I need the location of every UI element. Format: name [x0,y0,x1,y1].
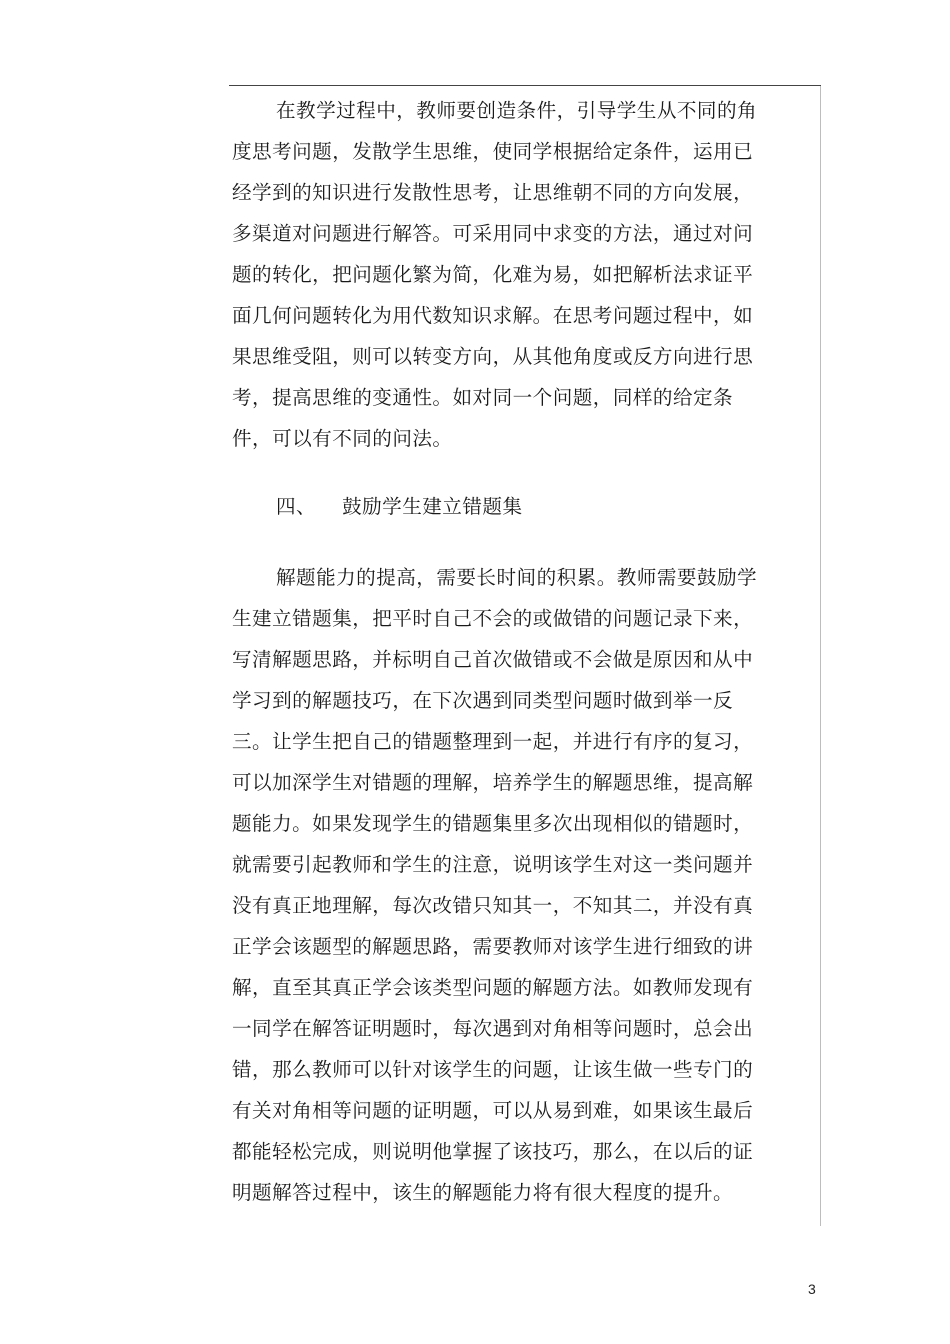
text-line: 果思维受阻，则可以转变方向，从其他角度或反方向进行思 [232,345,754,368]
text-line: 在教学过程中，教师要创造条件，引导学生从不同的角 [276,99,758,122]
text-line: 题能力。如果发现学生的错题集里多次出现相似的错题时， [232,812,754,835]
text-line: 解，直至其真正学会该类型问题的解题方法。如教师发现有 [232,976,754,999]
text-line: 件，可以有不同的问法。 [232,427,453,450]
text-line: 写清解题思路，并标明自己首次做错或不会做是原因和从中 [232,648,754,671]
page-number: 3 [808,1281,816,1297]
text-line: 度思考问题，发散学生思维，使同学根据给定条件，运用已 [232,140,754,163]
text-line: 错，那么教师可以针对该学生的问题，让该生做一些专门的 [232,1058,754,1081]
right-margin-rule [820,86,821,1226]
text-line: 多渠道对问题进行解答。可采用同中求变的方法，通过对问 [232,222,754,245]
paragraph-error-collection [232,557,772,1213]
text-line: 学习到的解题技巧，在下次遇到同类型问题时做到举一反 [232,689,734,712]
text-line: 都能轻松完成，则说明他掌握了该技巧，那么，在以后的证 [232,1140,754,1163]
text-line: 考，提高思维的变通性。如对同一个问题，同样的给定条 [232,386,734,409]
text-line: 生建立错题集，把平时自己不会的或做错的问题记录下来， [232,607,754,630]
text-line: 可以加深学生对错题的理解，培养学生的解题思维，提高解 [232,771,754,794]
section-title: 鼓励学生建立错题集 [342,495,523,518]
text-line: 明题解答过程中，该生的解题能力将有很大程度的提升。 [232,1181,734,1204]
text-line: 经学到的知识进行发散性思考，让思维朝不同的方向发展， [232,181,754,204]
text-line: 就需要引起教师和学生的注意，说明该学生对这一类问题并 [232,853,754,876]
text-line: 没有真正地理解，每次改错只知其一，不知其二，并没有真 [232,894,754,917]
text-line: 正学会该题型的解题思路，需要教师对该学生进行细致的讲 [232,935,754,958]
paragraph-teaching-process [232,90,772,459]
text-line: 解题能力的提高，需要长时间的积累。教师需要鼓励学 [276,566,758,589]
section-number: 四、 [276,495,317,518]
text-line: 三。让学生把自己的错题整理到一起，并进行有序的复习， [232,730,754,753]
text-line: 一同学在解答证明题时，每次遇到对角相等问题时，总会出 [232,1017,754,1040]
section-heading [276,486,523,527]
text-line: 面几何问题转化为用代数知识求解。在思考问题过程中，如 [232,304,754,327]
text-line: 题的转化，把问题化繁为简，化难为易，如把解析法求证平 [232,263,754,286]
header-rule [229,85,821,86]
text-line: 有关对角相等问题的证明题，可以从易到难，如果该生最后 [232,1099,754,1122]
